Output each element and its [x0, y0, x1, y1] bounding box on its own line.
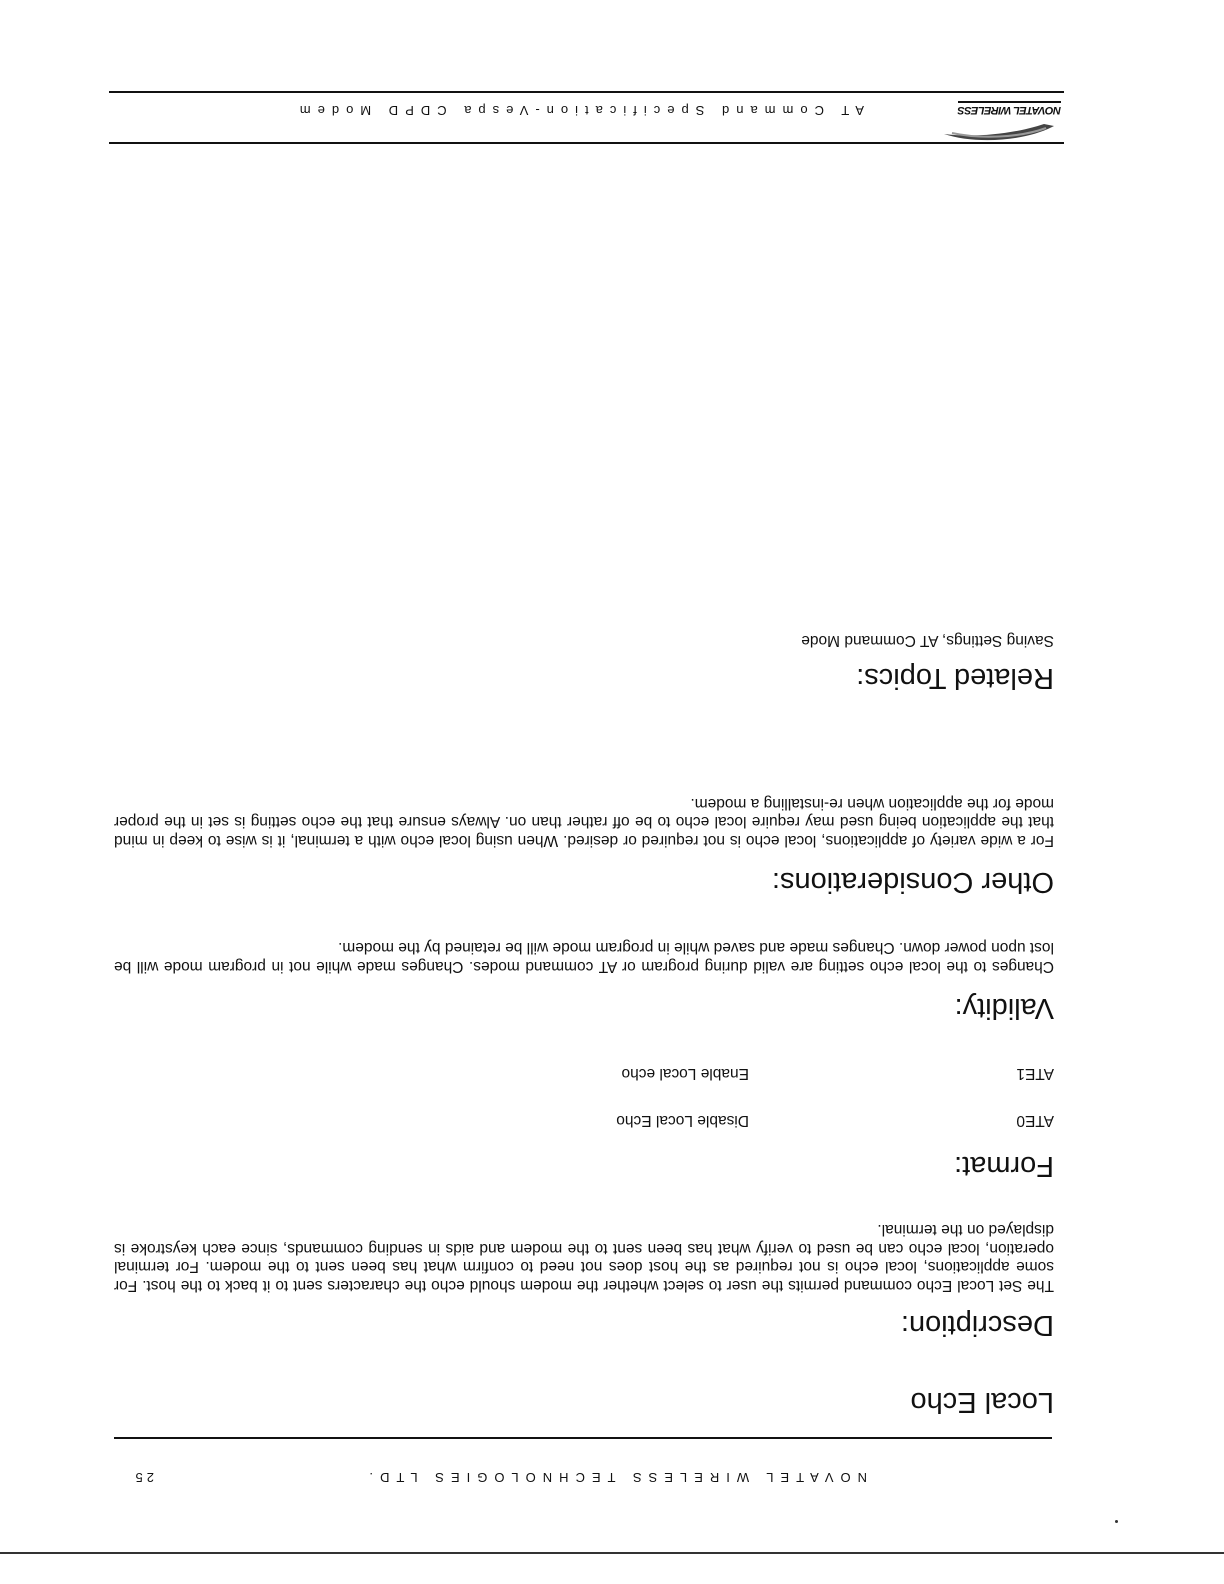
- format-table: [114, 1064, 1054, 1129]
- page-body: [114, 631, 1054, 695]
- description-heading: Description:: [900, 1309, 1054, 1341]
- validity-heading: Validity:: [954, 992, 1054, 1024]
- other-considerations-heading: Other Considerations:: [771, 866, 1054, 898]
- scan-speck: [1115, 1520, 1118, 1523]
- footer-rule: [114, 1438, 1052, 1440]
- format-heading: Format:: [954, 1150, 1054, 1182]
- section-title: Local Echo: [910, 1386, 1054, 1418]
- footer-company: NOVATEL WIRELESS TECHNOLOGIES LTD.: [362, 1470, 867, 1485]
- content-area: [114, 756, 1054, 1419]
- page-number: 25: [131, 1470, 154, 1485]
- format-row: [114, 1111, 1054, 1129]
- format-meaning: Disable Local Echo: [616, 1112, 749, 1129]
- other-considerations-text: For a wide variety of applications, local echo is not required or desired. When using local echo with a terminal, it is wise to keep in mind that the application being used may require local echo to be off rather than on. Always ensure that the echo setting is set in the proper mode for the application when re-installing a modem.: [114, 795, 1054, 849]
- format-row: [114, 1064, 1054, 1082]
- validity-text: Changes to the local echo setting are valid during program or AT command modes. Changes made while not in program mode will be lost upon power down. Changes made and saved while in program mode will be retained by the modem.: [114, 939, 1054, 975]
- related-topics-heading: Related Topics:: [856, 662, 1054, 694]
- format-command: ATE1: [1016, 1065, 1054, 1082]
- related-topics-text: Saving Settings, AT Command Mode: [801, 632, 1054, 649]
- format-meaning: Enable Local echo: [621, 1065, 749, 1082]
- header-rule-top: [109, 143, 1064, 145]
- scan-edge-line: [0, 1552, 1224, 1554]
- logo-text: NOVATEL WIRELESS: [958, 101, 1061, 116]
- header-logo: [934, 90, 1064, 148]
- header-rule-bottom: [109, 92, 1064, 94]
- format-command: ATE0: [1016, 1112, 1054, 1129]
- header-title: AT Command Specification-Vespa CDPD Modem: [292, 103, 864, 118]
- description-text: The Set Local Echo command permits the user to select whether the modem should echo the characters sent to it back to the host. For some applications, local echo is not required as the host does not need to confirm what has been sent to the modem. For terminal operation, local echo can be used to verify what has been sent to the modem and aids in sending commands, since each keystroke is displayed on the terminal.: [114, 1221, 1054, 1294]
